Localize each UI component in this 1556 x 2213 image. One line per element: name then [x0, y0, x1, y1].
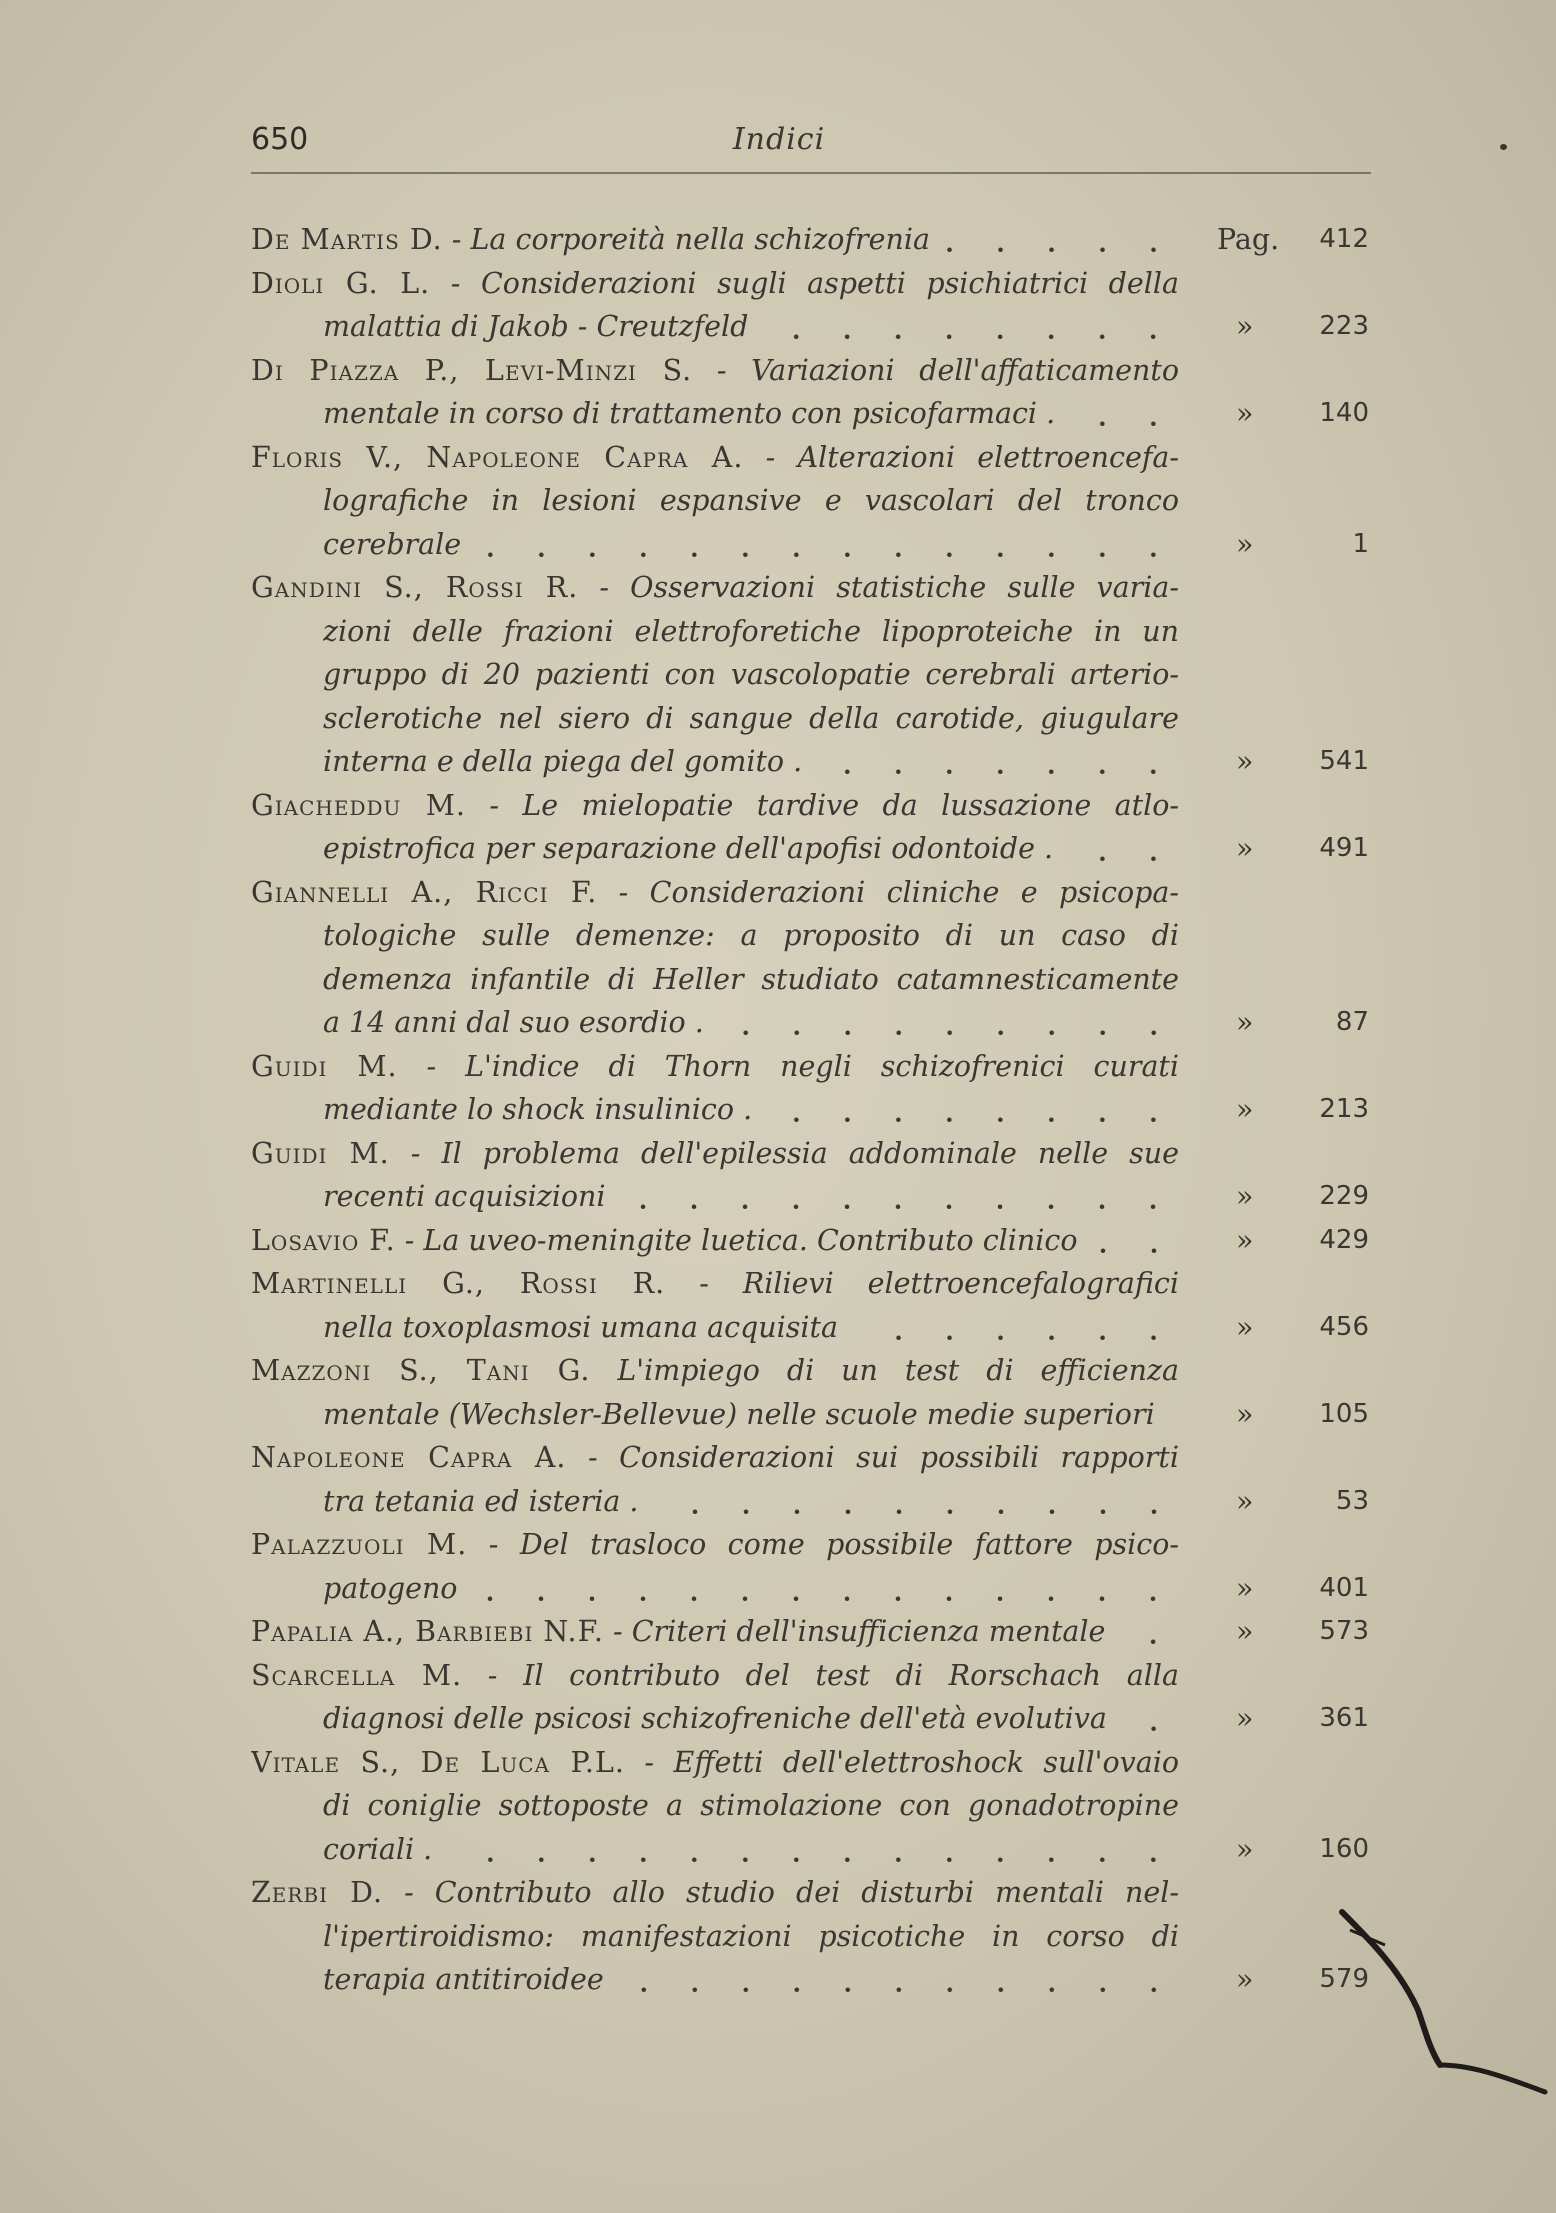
entry-line — [251, 653, 1369, 697]
entry-text — [251, 1219, 1179, 1263]
entry-text — [251, 1654, 1179, 1698]
entry-line — [251, 1871, 1369, 1915]
page-marker: » — [1236, 1484, 1254, 1518]
entry-text — [251, 1349, 1179, 1393]
entry-line — [251, 1958, 1369, 2002]
entry-author: Vitale S., De Luca P.L. — [251, 1745, 625, 1779]
entry-text — [323, 1306, 1179, 1350]
entry-separator: - — [397, 1049, 466, 1083]
entry-title: Considerazioni sui possibili rapporti — [619, 1441, 1179, 1474]
page-marker: » — [1236, 1310, 1254, 1344]
entry-line — [251, 1610, 1369, 1654]
entry-separator: - — [692, 353, 752, 387]
entry-title: L'indice di Thorn negli schizofrenici curati — [465, 1049, 1179, 1083]
entry-text — [251, 436, 1179, 480]
entry-author: Losavio F. — [251, 1223, 396, 1257]
entry-line — [251, 958, 1369, 1002]
entry-line — [251, 1393, 1369, 1437]
entry-text — [323, 697, 1179, 741]
entry-text — [323, 1175, 1179, 1219]
entry-line — [251, 1262, 1369, 1306]
entry-line — [251, 610, 1369, 654]
entry-separator: - — [665, 1267, 743, 1300]
entry-line — [251, 914, 1369, 958]
entry-separator: - — [383, 1876, 435, 1909]
entry-title: L'impiego di un test di efficienza — [617, 1354, 1179, 1387]
entry-text — [251, 1045, 1179, 1089]
entry-title: Alterazioni elettroencefa- — [797, 440, 1179, 474]
entry-text — [251, 1523, 1179, 1567]
entry-text — [323, 1088, 1179, 1132]
dot-leader — [1092, 1219, 1179, 1263]
entry-text — [251, 218, 1179, 262]
entry-line — [251, 1132, 1369, 1176]
entry-title: mentale in corso di trattamento con psicofarmaci . — [323, 397, 1056, 430]
entry-text — [251, 1436, 1179, 1480]
entry-page: 213 — [1319, 1094, 1369, 1124]
page-marker: » — [1236, 1571, 1254, 1605]
entry-separator: - — [430, 266, 481, 300]
entry-text — [323, 1958, 1179, 2002]
page-marker: » — [1236, 397, 1254, 430]
page-marker: » — [1236, 1615, 1254, 1648]
index-entry — [251, 1654, 1369, 1741]
entry-page: 401 — [1319, 1572, 1369, 1603]
entry-separator: - — [604, 1615, 632, 1648]
dot-leader — [766, 1088, 1179, 1132]
entry-text — [323, 827, 1179, 871]
index-entry — [251, 1610, 1369, 1654]
entry-line — [251, 1480, 1369, 1524]
entry-author: Mazzoni S., Tani G. — [251, 1354, 591, 1387]
entry-title: patogeno — [323, 1571, 458, 1605]
dot-leader — [653, 1480, 1180, 1524]
entry-author: Napoleone Capra A. — [251, 1441, 567, 1474]
entry-author: Papalia A., Barbiebi N.F. — [251, 1615, 604, 1648]
entry-separator: - — [624, 1745, 674, 1779]
entry-page: 105 — [1319, 1398, 1369, 1429]
index-entry — [251, 436, 1369, 567]
entry-title: Considerazioni sugli aspetti psichiatrici della — [481, 266, 1179, 300]
entry-line — [251, 262, 1369, 306]
entry-separator: - — [743, 440, 798, 474]
entry-line — [251, 784, 1369, 828]
entry-author: Dioli G. L. — [251, 266, 431, 300]
entry-title: a 14 anni dal suo esordio . — [323, 1006, 704, 1039]
entry-line — [251, 1175, 1369, 1219]
entry-text — [251, 871, 1179, 915]
entry-author: Zerbi D. — [251, 1876, 384, 1909]
entry-title: tra tetania ed isteria . — [323, 1484, 639, 1518]
entry-page: 412 — [1319, 224, 1369, 254]
page-marker: » — [1236, 1963, 1254, 1996]
entry-separator: - — [395, 1223, 424, 1257]
entry-text — [323, 305, 1179, 349]
page-marker: » — [1236, 1223, 1254, 1257]
entry-page: 87 — [1335, 1007, 1369, 1037]
entry-page: 541 — [1319, 746, 1369, 776]
dot-leader — [1121, 1697, 1179, 1741]
index-entry — [251, 784, 1369, 871]
entry-line — [251, 1784, 1369, 1828]
entry-author: De Martis D. — [251, 223, 443, 256]
index-entry — [251, 566, 1369, 784]
entry-title: Considerazioni cliniche e psicopa- — [649, 875, 1179, 909]
index-entry — [251, 1871, 1369, 2002]
entry-title: mediante lo shock insulinico . — [323, 1093, 753, 1126]
index-entry — [251, 1132, 1369, 1219]
entry-separator: - — [597, 875, 650, 909]
entry-page: 361 — [1319, 1703, 1369, 1733]
entry-text — [251, 566, 1179, 610]
entry-title: La uveo-meningite luetica. Contributo clinico — [423, 1223, 1078, 1257]
entry-title: gruppo di 20 pazienti con vascolopatie cerebrali arterio- — [323, 658, 1179, 691]
entry-title: Del trasloco come possibile fattore psico- — [519, 1528, 1179, 1561]
entry-title: Rilievi elettroencefalografici — [742, 1267, 1179, 1300]
entry-title: mentale (Wechsler-Bellevue) nelle scuole medie superiori — [323, 1397, 1155, 1431]
entry-title: Variazioni dell'affaticamento — [751, 353, 1179, 387]
entry-text — [323, 610, 1179, 654]
dot-leader — [471, 1567, 1179, 1611]
entry-title: nella toxoplasmosi umana acquisita — [323, 1310, 838, 1344]
entry-title: Criteri dell'insufficienza mentale — [631, 1615, 1106, 1648]
entry-text — [251, 1741, 1179, 1785]
entry-line — [251, 523, 1369, 567]
entry-text — [251, 1871, 1179, 1915]
entry-text — [251, 262, 1179, 306]
index-entry — [251, 1262, 1369, 1349]
entry-author: Guidi M. — [251, 1136, 390, 1170]
entry-page: 491 — [1319, 833, 1369, 863]
entry-title: Contributo allo studio dei disturbi mentali nel- — [434, 1876, 1179, 1909]
entry-page: 223 — [1319, 311, 1369, 341]
entry-title: malattia di Jakob - Creutzfeld — [323, 310, 749, 343]
index-entry — [251, 1219, 1369, 1263]
entry-line — [251, 392, 1369, 436]
entry-line — [251, 1349, 1369, 1393]
entry-text — [323, 1784, 1179, 1828]
entry-line — [251, 479, 1369, 523]
entry-line — [251, 1828, 1369, 1872]
page-marker: » — [1236, 1702, 1254, 1735]
entry-separator: - — [566, 1441, 620, 1474]
entry-page: 229 — [1319, 1181, 1369, 1211]
entry-text — [251, 784, 1179, 828]
entry-title: coriali . — [323, 1832, 433, 1866]
entry-title: diagnosi delle psicosi schizofreniche dell'età evolutiva — [323, 1702, 1107, 1735]
page-marker: » — [1236, 1006, 1254, 1039]
entry-text — [323, 653, 1179, 697]
entry-author: Martinelli G., Rossi R. — [251, 1267, 666, 1300]
dot-leader — [762, 305, 1179, 349]
dot-leader — [475, 523, 1179, 567]
entry-line — [251, 1219, 1369, 1263]
entry-line — [251, 1567, 1369, 1611]
entry-title: Il problema dell'epilessia addominale nelle sue — [441, 1136, 1179, 1170]
entry-author: Scarcella M. — [251, 1658, 463, 1692]
index-entry — [251, 349, 1369, 436]
dot-leader — [1069, 392, 1179, 436]
dot-leader — [718, 1001, 1179, 1045]
entry-separator: - — [462, 1658, 524, 1692]
entry-line — [251, 1045, 1369, 1089]
entry-author: Giannelli A., Ricci F. — [251, 875, 598, 909]
running-header — [251, 122, 1367, 162]
ink-speck — [1500, 144, 1507, 150]
index-entry — [251, 1349, 1369, 1436]
dot-leader — [1119, 1610, 1179, 1654]
entry-title: l'ipertiroidismo: manifestazioni psicotiche in corso di — [323, 1919, 1179, 1953]
entry-title: interna e della piega del gomito . — [323, 745, 803, 778]
entry-title: terapia antitiroidee — [323, 1963, 604, 1996]
entry-title: recenti acquisizioni — [323, 1180, 606, 1213]
entry-line — [251, 1523, 1369, 1567]
pen-mark-icon — [1330, 1900, 1550, 2100]
entry-title: di coniglie sottoposte a stimolazione con gonadotropine — [323, 1789, 1179, 1822]
dot-leader — [816, 740, 1179, 784]
page-number: 650 — [251, 122, 309, 157]
entry-separator: - — [389, 1136, 442, 1170]
entry-line — [251, 697, 1369, 741]
dot-leader — [446, 1828, 1179, 1872]
entry-text — [323, 1393, 1179, 1437]
index-entry — [251, 1523, 1369, 1610]
entry-text — [323, 1915, 1179, 1959]
entry-text — [251, 349, 1179, 393]
dot-leader — [852, 1306, 1179, 1350]
entry-line — [251, 1001, 1369, 1045]
entry-separator — [590, 1354, 617, 1387]
entry-text — [323, 1567, 1179, 1611]
index-entry — [251, 1741, 1369, 1872]
entry-text — [323, 740, 1179, 784]
page-marker: » — [1236, 1093, 1254, 1126]
entry-text — [251, 1132, 1179, 1176]
entry-text — [323, 1480, 1179, 1524]
entry-page: 579 — [1319, 1964, 1369, 1994]
index-entry — [251, 218, 1369, 262]
header-rule — [251, 172, 1371, 174]
page-marker: » — [1236, 1397, 1254, 1431]
entry-separator: - — [442, 223, 471, 256]
entry-title: epistrofica per separazione dell'apofisi odontoide . — [323, 832, 1054, 865]
entry-page: 1 — [1352, 528, 1369, 559]
entry-author: Palazzuoli M. — [251, 1528, 468, 1561]
entry-page: 429 — [1319, 1224, 1369, 1255]
index-entry — [251, 1045, 1369, 1132]
entry-text — [251, 1610, 1179, 1654]
entry-title: tologiche sulle demenze: a proposito di un caso di — [323, 919, 1179, 952]
page-marker: » — [1236, 310, 1254, 343]
index-entry — [251, 262, 1369, 349]
entry-line — [251, 349, 1369, 393]
entry-title: lografiche in lesioni espansive e vascolari del tronco — [323, 484, 1179, 517]
entry-page: 53 — [1335, 1485, 1369, 1516]
entry-title: demenza infantile di Heller studiato catamnesticamente — [323, 962, 1179, 996]
entry-title: Il contributo del test di Rorschach alla — [523, 1658, 1179, 1692]
entry-separator: - — [465, 788, 523, 822]
dot-leader — [944, 218, 1179, 262]
entry-separator: - — [467, 1528, 520, 1561]
entry-text — [323, 479, 1179, 523]
entry-author: Di Piazza P., Levi-Minzi S. — [251, 353, 693, 387]
dot-leader — [619, 1175, 1179, 1219]
entry-author: Giacheddu M. — [251, 788, 466, 822]
entry-text — [323, 392, 1179, 436]
index-entry — [251, 871, 1369, 1045]
page-marker: » — [1236, 745, 1254, 778]
entry-line — [251, 1915, 1369, 1959]
entry-title: Osservazioni statistiche sulle varia- — [630, 571, 1179, 604]
entry-page: 456 — [1319, 1311, 1369, 1342]
entry-line — [251, 827, 1369, 871]
entry-line — [251, 1741, 1369, 1785]
entry-text — [323, 1697, 1179, 1741]
entry-line — [251, 871, 1369, 915]
dot-leader — [1067, 827, 1179, 871]
entry-author: Guidi M. — [251, 1049, 398, 1083]
entry-author: Floris V., Napoleone Capra A. — [251, 440, 744, 474]
entry-title: cerebrale — [323, 527, 462, 561]
entry-line — [251, 740, 1369, 784]
entry-text — [323, 523, 1179, 567]
entry-title: Effetti dell'elettroshock sull'ovaio — [673, 1745, 1179, 1779]
page-marker: Pag. — [1217, 223, 1280, 256]
entry-text — [251, 1262, 1179, 1306]
entry-line — [251, 1306, 1369, 1350]
entry-line — [251, 1654, 1369, 1698]
entry-page: 140 — [1319, 398, 1369, 428]
entry-text — [323, 914, 1179, 958]
entry-author: Gandini S., Rossi R. — [251, 571, 579, 604]
entry-line — [251, 218, 1369, 262]
entry-page: 573 — [1319, 1616, 1369, 1646]
entry-line — [251, 1088, 1369, 1132]
entry-line — [251, 436, 1369, 480]
entry-line — [251, 1697, 1369, 1741]
entry-text — [323, 1828, 1179, 1872]
entry-title: La corporeità nella schizofrenia — [470, 223, 930, 256]
index-list — [251, 218, 1369, 2002]
page-marker: » — [1236, 832, 1254, 865]
entry-title: sclerotiche nel siero di sangue della carotide, giugulare — [323, 701, 1179, 735]
entry-text — [323, 958, 1179, 1002]
entry-line — [251, 1436, 1369, 1480]
dot-leader — [1169, 1393, 1179, 1437]
page-marker: » — [1236, 1180, 1254, 1213]
entry-line — [251, 566, 1369, 610]
running-title: Indici — [732, 122, 826, 157]
entry-title: Le mielopatie tardive da lussazione atlo- — [522, 788, 1179, 822]
dot-leader — [618, 1958, 1179, 2002]
index-entry — [251, 1436, 1369, 1523]
entry-separator: - — [578, 571, 631, 604]
entry-page: 160 — [1319, 1833, 1369, 1864]
entry-line — [251, 305, 1369, 349]
entry-title: zioni delle frazioni elettroforetiche lipoproteiche in un — [323, 614, 1179, 648]
entry-text — [323, 1001, 1179, 1045]
page-marker: » — [1236, 1832, 1254, 1866]
page-marker: » — [1236, 527, 1254, 561]
